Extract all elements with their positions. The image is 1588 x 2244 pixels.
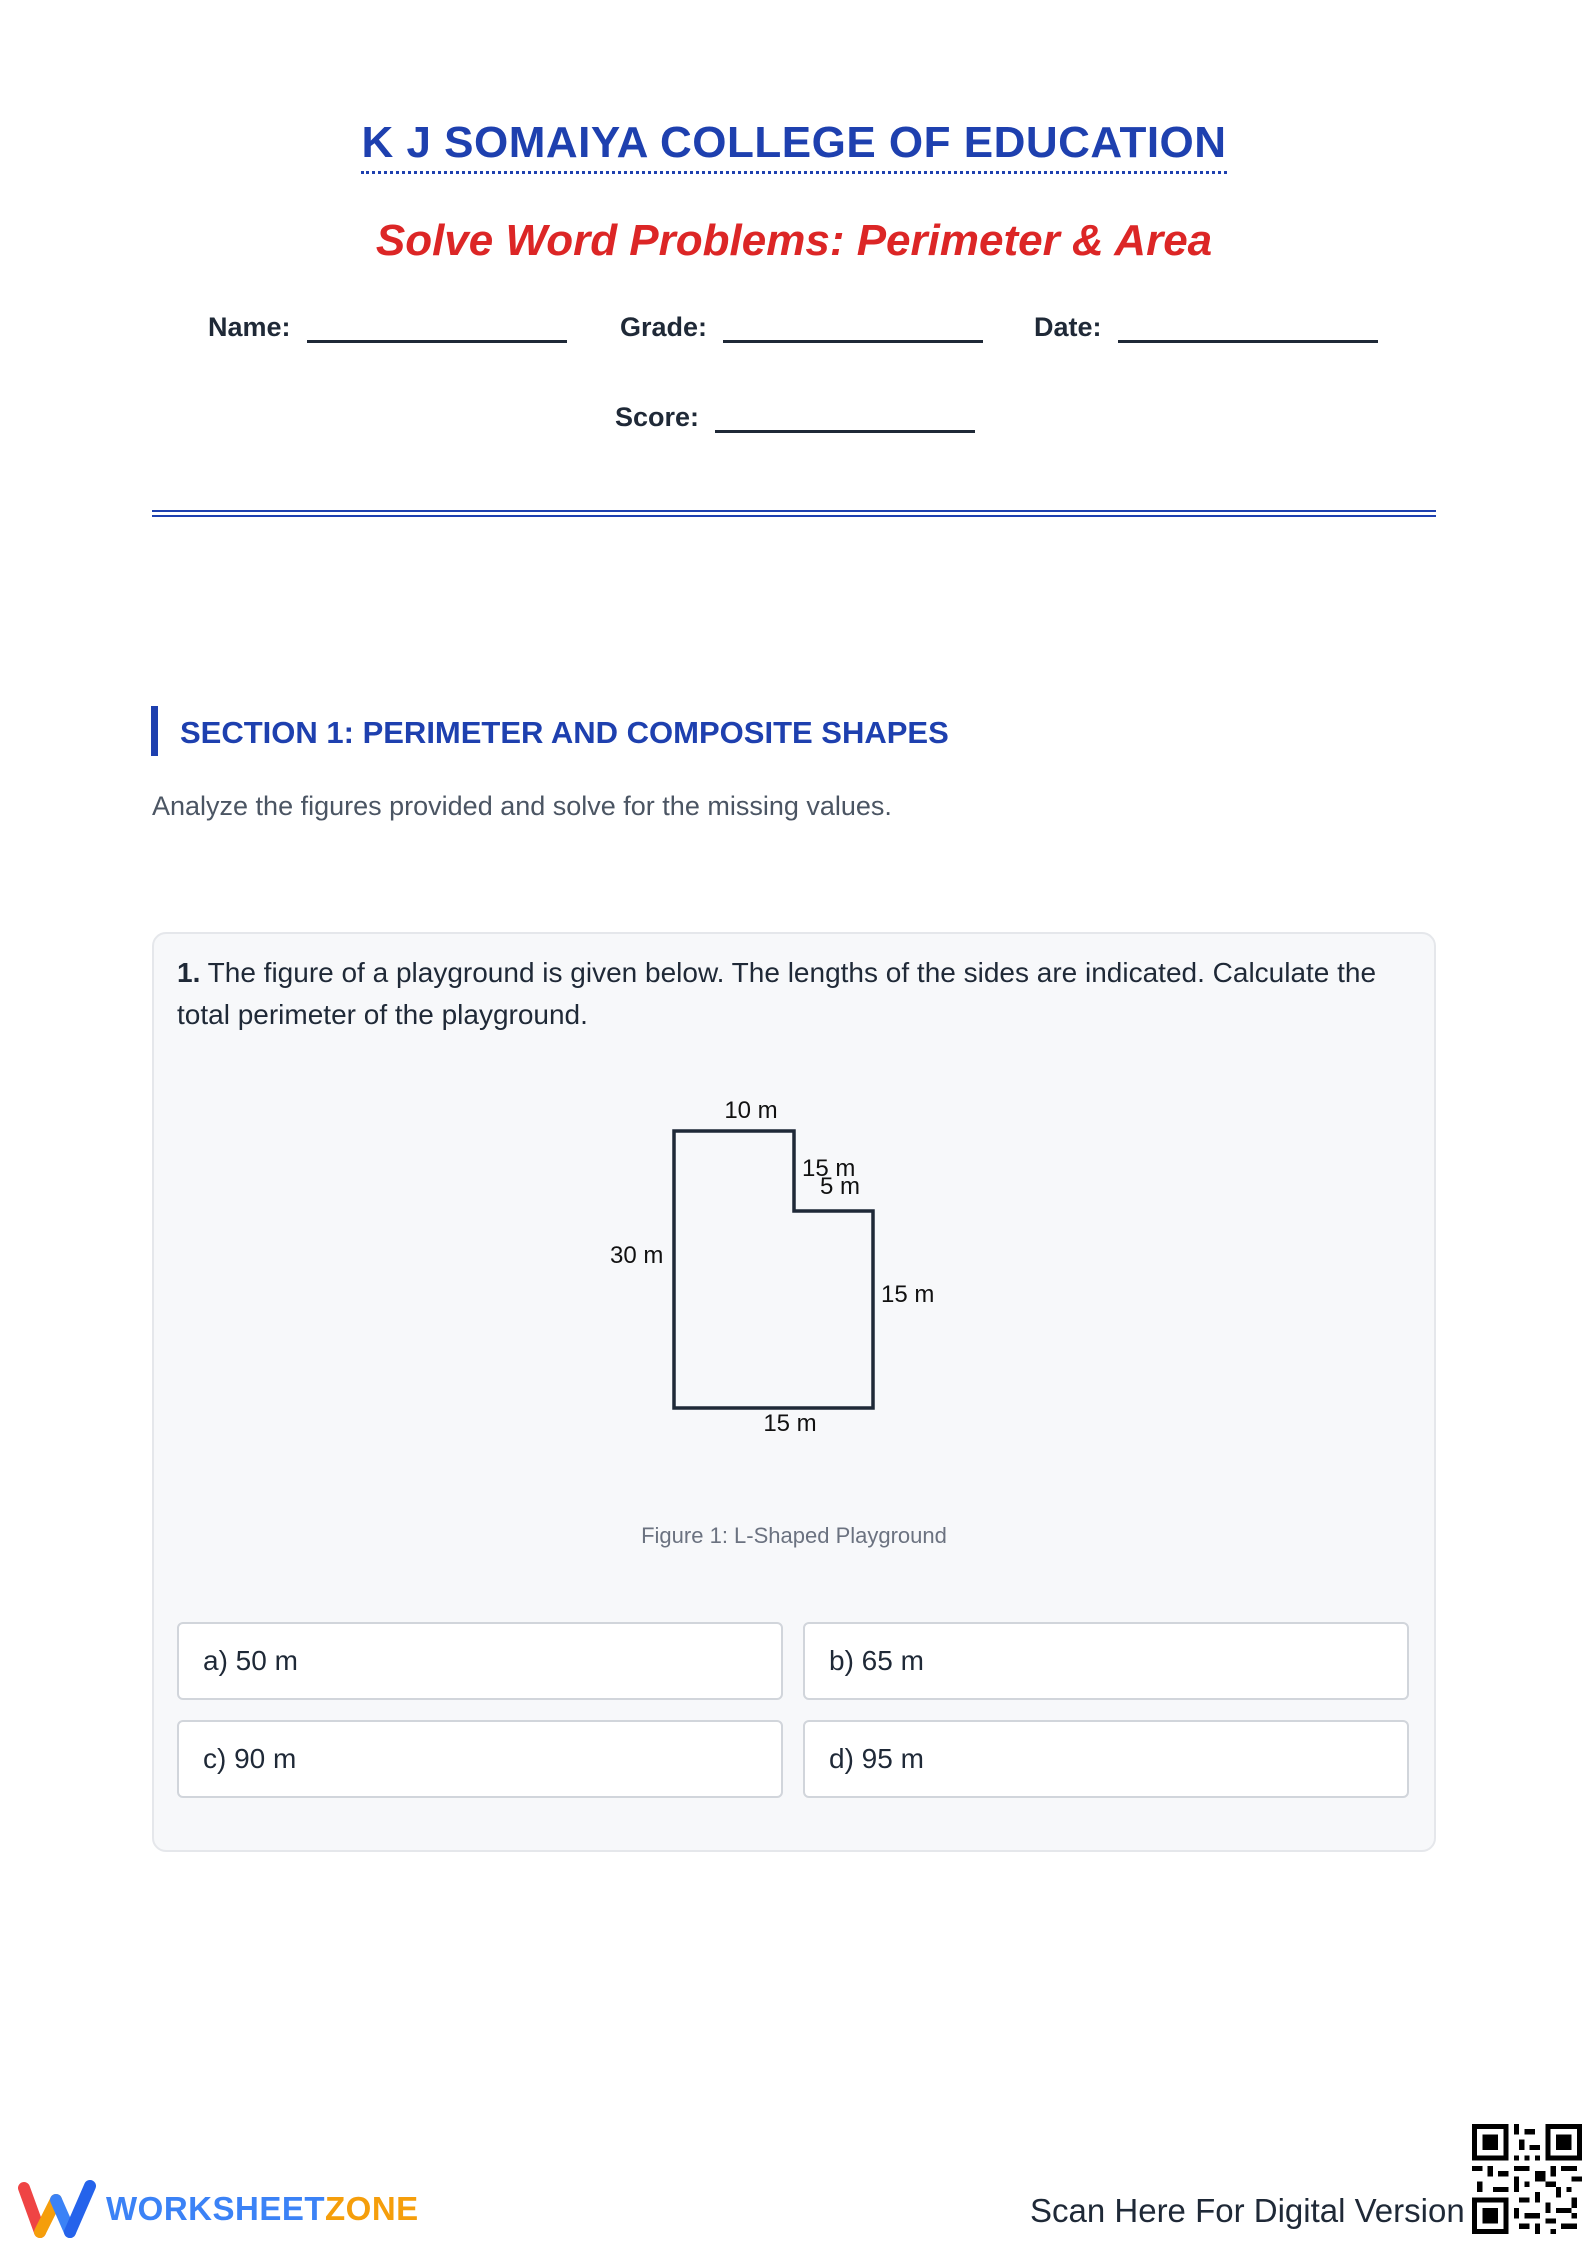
date-line[interactable] (1118, 310, 1378, 343)
option-b[interactable]: b) 65 m (803, 1622, 1409, 1700)
date-label: Date: (1034, 312, 1102, 342)
figure-caption: Figure 1: L-Shaped Playground (641, 1523, 947, 1548)
logo-text-worksheet: WORKSHEET (106, 2190, 325, 2227)
header-divider (152, 510, 1436, 517)
name-label: Name: (208, 312, 291, 342)
label-left: 30 m (610, 1242, 664, 1269)
logo-text (106, 2190, 419, 2228)
worksheetzone-logo (18, 2180, 419, 2238)
score-label: Score: (615, 402, 700, 432)
grade-field[interactable] (620, 310, 983, 343)
section-accent-bar (151, 706, 158, 756)
section-instruction: Analyze the figures provided and solve for the missing values. (152, 791, 892, 821)
playground-figure (600, 1085, 940, 1455)
grade-label: Grade: (620, 312, 708, 342)
w-logo-icon (18, 2180, 98, 2238)
school-title (0, 118, 1588, 168)
name-line[interactable] (307, 310, 567, 343)
label-top: 10 m (724, 1097, 778, 1124)
option-a[interactable]: a) 50 m (177, 1622, 783, 1700)
option-d[interactable]: d) 95 m (803, 1720, 1409, 1798)
section-title: SECTION 1: PERIMETER AND COMPOSITE SHAPES (180, 715, 949, 750)
name-field[interactable] (208, 310, 567, 343)
worksheet-subtitle: Solve Word Problems: Perimeter & Area (375, 216, 1213, 265)
option-c[interactable]: c) 90 m (177, 1720, 783, 1798)
label-notch-horizontal: 5 m (820, 1173, 861, 1200)
question-text (177, 952, 1407, 1036)
score-line[interactable] (715, 400, 975, 433)
label-bottom: 15 m (763, 1410, 817, 1437)
label-notch-vertical: 15 m (802, 1155, 856, 1182)
score-field[interactable] (615, 400, 975, 433)
date-field[interactable] (1034, 310, 1378, 343)
question-number: 1. (177, 957, 201, 988)
label-right: 15 m (881, 1281, 935, 1308)
school-title-text: K J SOMAIYA COLLEGE OF EDUCATION (361, 118, 1226, 174)
question-body: The figure of a playground is given below. The lengths of the sides are indicated. Calculate the total perimeter of the playground. (177, 957, 1377, 1030)
logo-text-zone: ZONE (325, 2190, 419, 2227)
qr-code-icon[interactable] (1472, 2124, 1582, 2234)
grade-line[interactable] (723, 310, 983, 343)
scan-text: Scan Here For Digital Version (1030, 2192, 1465, 2229)
